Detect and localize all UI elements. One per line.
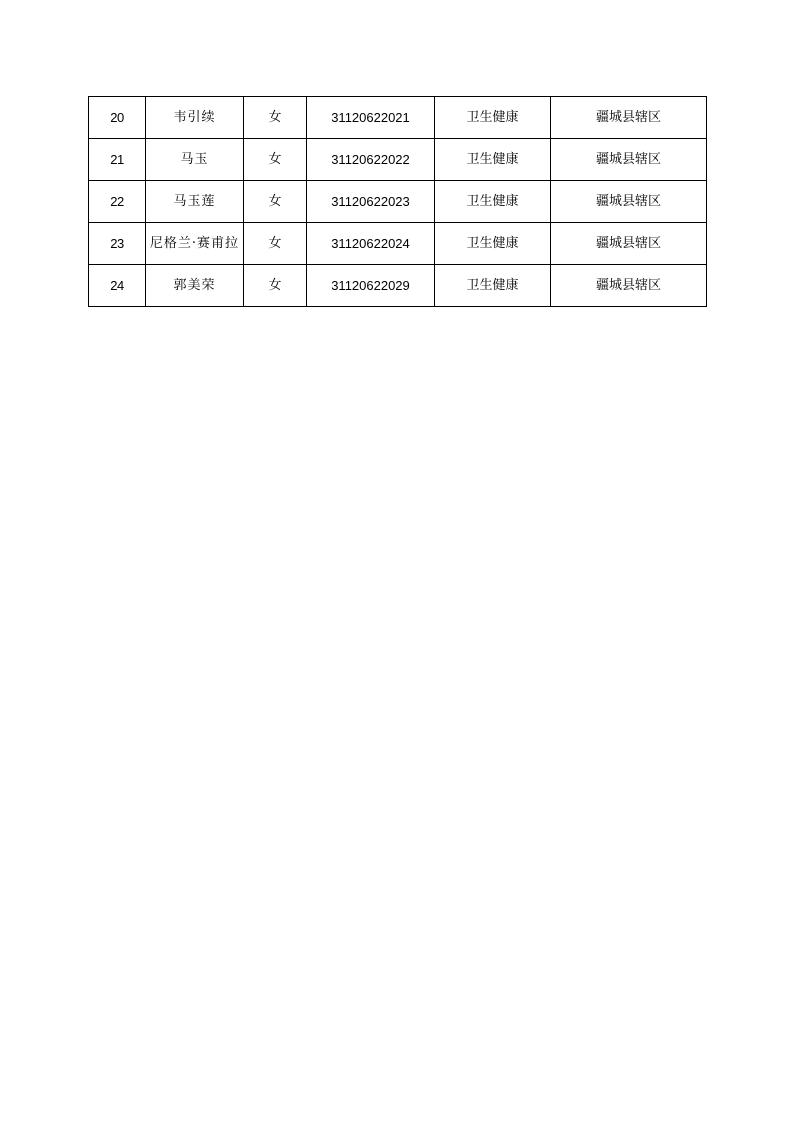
row-number-cell: 20: [89, 97, 146, 139]
gender-cell: 女: [244, 139, 307, 181]
area-cell: 疆城县辖区: [551, 223, 707, 265]
id-number-cell: 31120622023: [307, 181, 435, 223]
field-cell: 卫生健康: [435, 223, 551, 265]
field-cell: 卫生健康: [435, 181, 551, 223]
roster-table: [88, 96, 707, 307]
row-number-cell: 24: [89, 265, 146, 307]
id-number-cell: 31120622024: [307, 223, 435, 265]
roster-table-body: [89, 97, 707, 307]
id-number-cell: 31120622022: [307, 139, 435, 181]
gender-cell: 女: [244, 181, 307, 223]
field-cell: 卫生健康: [435, 97, 551, 139]
row-number-cell: 21: [89, 139, 146, 181]
name-cell: 马玉: [146, 139, 244, 181]
area-cell: 疆城县辖区: [551, 265, 707, 307]
table-row: [89, 223, 707, 265]
table-row: [89, 265, 707, 307]
table-row: [89, 181, 707, 223]
table-row: [89, 97, 707, 139]
row-number-cell: 22: [89, 181, 146, 223]
id-number-cell: 31120622029: [307, 265, 435, 307]
field-cell: 卫生健康: [435, 139, 551, 181]
table-row: [89, 139, 707, 181]
name-cell: 郭美荣: [146, 265, 244, 307]
area-cell: 疆城县辖区: [551, 97, 707, 139]
area-cell: 疆城县辖区: [551, 139, 707, 181]
name-cell: 韦引续: [146, 97, 244, 139]
id-number-cell: 31120622021: [307, 97, 435, 139]
name-cell: 尼格兰·赛甫拉: [146, 223, 244, 265]
gender-cell: 女: [244, 265, 307, 307]
area-cell: 疆城县辖区: [551, 181, 707, 223]
field-cell: 卫生健康: [435, 265, 551, 307]
gender-cell: 女: [244, 97, 307, 139]
name-cell: 马玉莲: [146, 181, 244, 223]
gender-cell: 女: [244, 223, 307, 265]
row-number-cell: 23: [89, 223, 146, 265]
